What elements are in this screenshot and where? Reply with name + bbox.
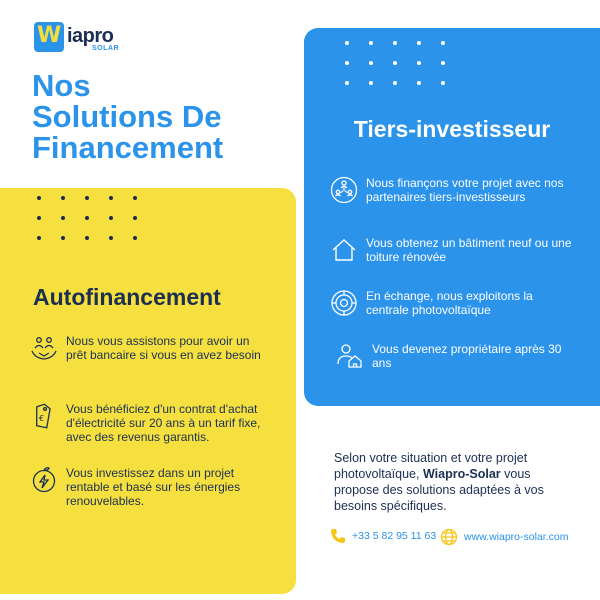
tiers-item-2 xyxy=(330,236,576,264)
tiers-item-3-text: En échange, nous exploitons la centrale photovoltaïque xyxy=(366,289,533,317)
summary-text xyxy=(334,450,564,514)
page-title xyxy=(32,70,292,163)
logo-mark-letter: W xyxy=(37,23,62,48)
price-tag-icon xyxy=(30,402,58,430)
auto-item-2-text: Vous bénéficiez d'un contrat d'achat d'électricité sur 20 ans à un tarif fixe, avec des revenus garantis. xyxy=(66,402,261,444)
svg-text:€: € xyxy=(39,414,45,423)
house-icon xyxy=(330,236,358,264)
title-line-3: Financement xyxy=(32,130,224,165)
website-link[interactable]: www.wiapro-solar.com xyxy=(464,531,569,543)
wiapro-logo xyxy=(34,22,124,54)
summary-after: vous propose des solutions adaptées à vos besoins spécifiques. xyxy=(334,467,544,513)
owner-house-icon xyxy=(336,342,364,370)
tiers-item-1-text: Nous finançons votre projet avec nos partenaires tiers-investisseurs xyxy=(366,176,564,204)
tiers-item-4-text: Vous devenez propriétaire après 30 ans xyxy=(372,342,562,370)
decorative-dots-yellow xyxy=(37,196,137,240)
logo-mark xyxy=(34,22,64,52)
autofinancement-title: Autofinancement xyxy=(33,284,221,310)
solar-target-icon xyxy=(330,289,358,317)
auto-item-1-text: Nous vous assistons pour avoir un prêt bancaire si vous en avez besoin xyxy=(66,334,261,362)
tiers-item-2-text: Vous obtenez un bâtiment neuf ou une toiture rénovée xyxy=(366,236,572,264)
phone-contact[interactable] xyxy=(330,528,436,544)
tiers-item-3 xyxy=(330,289,576,317)
auto-item-3 xyxy=(30,466,266,508)
website-contact[interactable] xyxy=(440,528,568,546)
network-people-icon xyxy=(330,176,358,204)
helping-hands-icon xyxy=(30,334,58,362)
summary-before: Selon votre situation et votre projet photovoltaïque, xyxy=(334,451,528,481)
tiers-investisseur-title: Tiers-investisseur xyxy=(353,116,551,142)
summary-brand: Wiapro-Solar xyxy=(422,467,501,481)
auto-item-1 xyxy=(30,334,266,362)
phone-icon xyxy=(330,528,346,544)
eco-energy-icon xyxy=(30,466,58,494)
decorative-dots-blue xyxy=(345,41,445,85)
globe-icon xyxy=(440,528,458,546)
phone-number[interactable]: +33 5 82 95 11 63 xyxy=(352,530,437,542)
auto-item-3-text: Vous investissez dans un projet rentable et basé sur les énergies renouvelables. xyxy=(66,466,241,508)
title-line-1: Nos xyxy=(32,68,91,103)
autofinancement-panel xyxy=(0,188,296,594)
auto-item-2 xyxy=(30,402,266,444)
logo-subtitle: SOLAR xyxy=(92,45,119,52)
title-line-2: Solutions De xyxy=(32,99,222,134)
tiers-item-4 xyxy=(336,342,582,370)
logo-name: iapro xyxy=(67,25,114,47)
tiers-item-1 xyxy=(330,176,576,204)
